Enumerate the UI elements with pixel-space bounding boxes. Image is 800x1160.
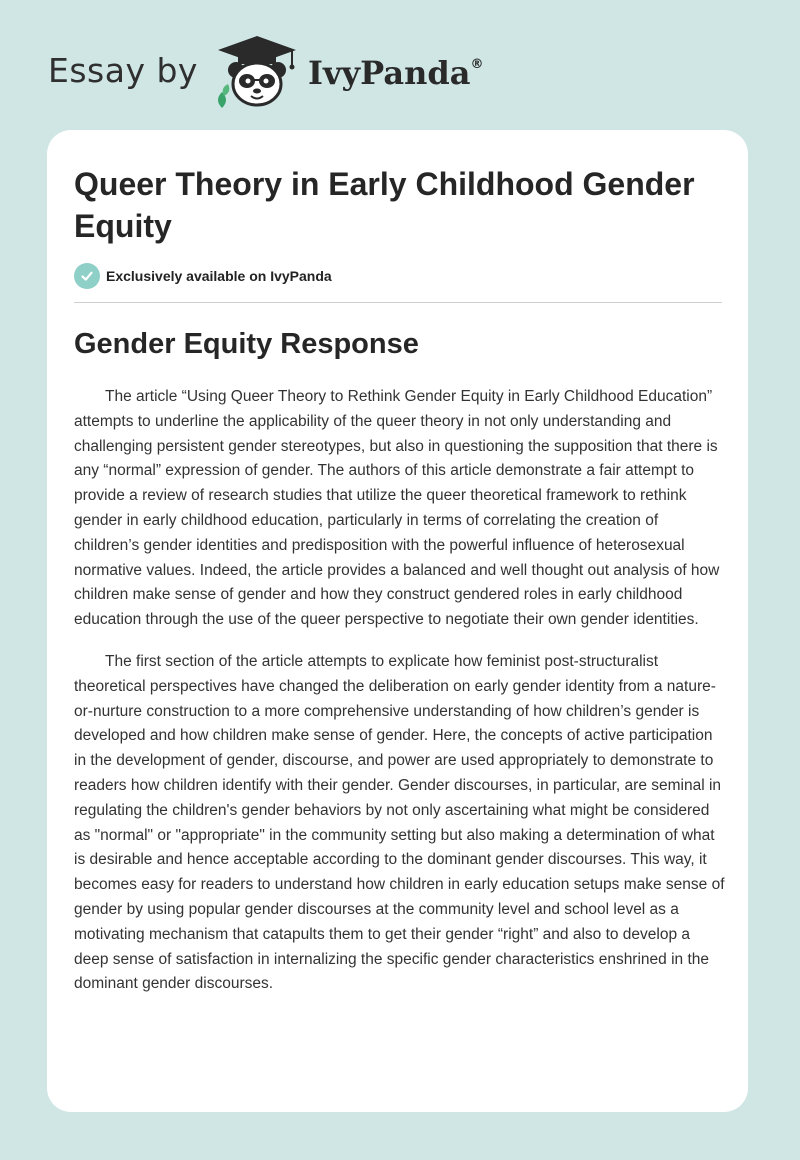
essay-title: Queer Theory in Early Childhood Gender Equity (74, 166, 695, 244)
exclusive-badge (74, 263, 332, 289)
divider (74, 302, 722, 303)
registered-mark: ® (470, 57, 484, 73)
exclusive-label: Exclusively available on IvyPanda (106, 268, 332, 284)
essay-card (47, 130, 748, 1112)
paragraph: The first section of the article attempts to explicate how feminist post-structuralist theoretical perspectives have changed the deliberation on early gender identity from a nature-or-nurture construction to a more comprehensive understanding of how children’s gender is developed and how children make sense of gender. Here, the concepts of active participation in the development of gender, discourse, and power are used appropriately to demonstrate to readers how children identify with their gender. Gender discourses, in particular, are seminal in regulating the children's gender behaviors by not only ascertaining what might be considered as "normal" or "appropriate" in the community setting but also making a determination of what is desirable and hence acceptable according to the dominant gender discourses. This way, it becomes easy for readers to understand how children in early education setups make sense of gender by using popular gender discourses at the community level and school level as a motivating mechanism that catapults them to get their gender “right” and also to develop a deep sense of satisfaction in internalizing the specific gender characteristics enshrined in the dominant gender discourses. (74, 652, 725, 993)
site-header (48, 30, 483, 110)
panda-logo-icon (212, 30, 302, 110)
paragraph: The article “Using Queer Theory to Rethink Gender Equity in Early Childhood Education” attempts to underline the applicability of the queer theory in not only understanding and challenging persistent gender stereotypes, but also in questioning the supposition that there is any “normal” expression of gender. The authors of this article demonstrate a fair attempt to provide a review of research studies that utilize the queer theoretical framework to rethink gender in early childhood education, particularly in terms of correlating the creation of children’s gender identities and predisposition with the powerful influence of heterosexual normative values. Indeed, the article provides a balanced and well thought out analysis of how children make sense of gender and how they construct gendered roles in early childhood education through the use of the queer perspective to negotiate their own gender identities. (74, 388, 720, 629)
section-heading: Gender Equity Response (74, 328, 419, 360)
essay-by-label: Essay by (48, 50, 198, 90)
essay-body (74, 385, 726, 1014)
check-circle-icon (74, 263, 100, 289)
brand-name: IvyPanda® (307, 54, 484, 92)
